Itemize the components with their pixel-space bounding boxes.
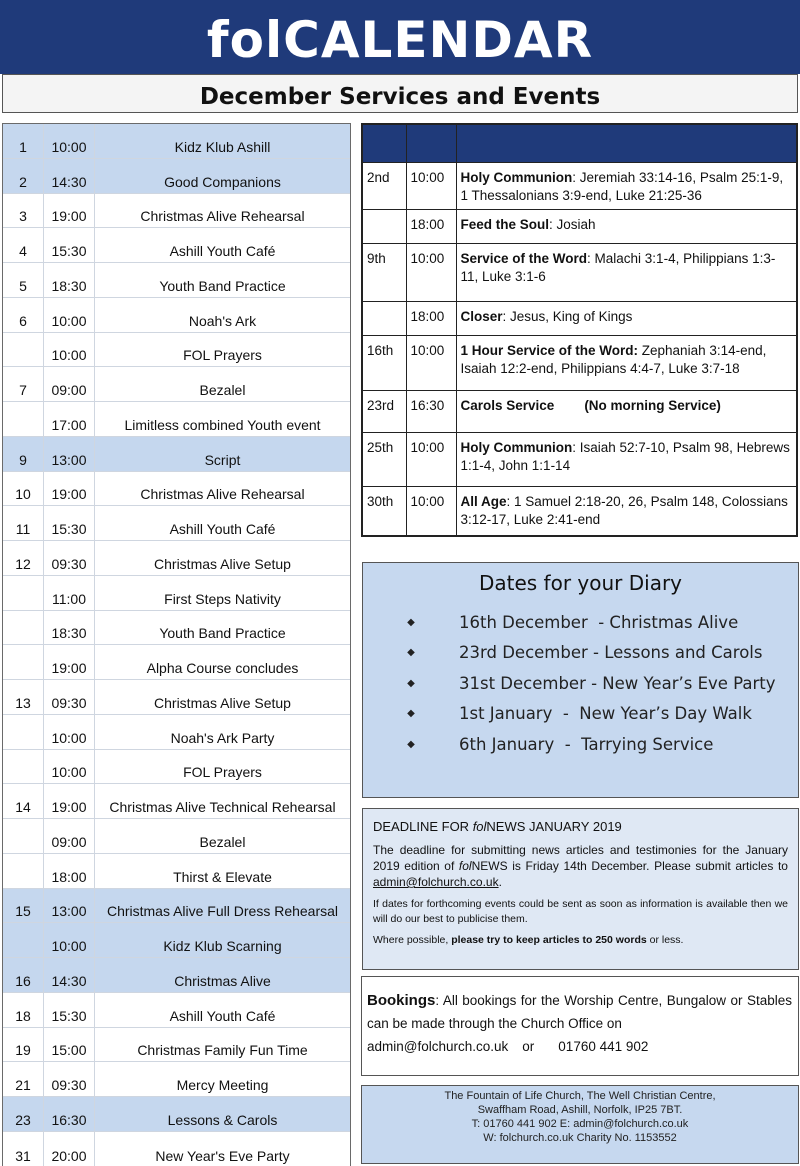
- event-day: 1: [3, 124, 44, 158]
- diary-item: [363, 668, 798, 699]
- service-time: 10:00: [406, 243, 456, 301]
- event-time: 10:00: [44, 923, 95, 957]
- event-name: First Steps Nativity: [164, 590, 281, 607]
- event-day: 2: [3, 159, 44, 193]
- event-row: [3, 263, 350, 298]
- event-name: Bezalel: [199, 382, 246, 398]
- bookings-or: or: [522, 1039, 535, 1054]
- deadline-text: NEWS is Friday 14th December. Please submit articles to: [471, 859, 788, 873]
- service-time: 16:30: [406, 390, 456, 432]
- deadline-text: .: [498, 875, 502, 889]
- events-table: [2, 123, 351, 1166]
- event-time: 15:30: [44, 506, 95, 540]
- event-name: FOL Prayers: [183, 347, 262, 364]
- diary-item-text: 16th December - Christmas Alive: [459, 612, 739, 632]
- event-time: 19:00: [44, 194, 95, 228]
- event-day: 5: [3, 263, 44, 297]
- services-table: [361, 123, 798, 537]
- service-time: 10:00: [406, 486, 456, 536]
- event-name: New Year's Eve Party: [155, 1147, 290, 1164]
- event-row: [3, 298, 350, 333]
- event-name: Alpha Course concludes: [146, 660, 299, 676]
- event-time: 10:00: [44, 298, 95, 332]
- event-day: 21: [3, 1062, 44, 1096]
- event-time: 09:30: [44, 1062, 95, 1096]
- deadline-text: Where possible,: [373, 934, 452, 946]
- deadline-title-post: NEWS JANUARY 2019: [486, 819, 622, 834]
- footer-line: Swaffham Road, Ashill, Norfolk, IP25 7BT.: [477, 1104, 683, 1116]
- service-readings: : Malachi 3:1-4, Philippians 1:3-11, Luke 3:1-6: [460, 250, 776, 284]
- event-row: [3, 367, 350, 402]
- services-header-cell: [362, 124, 406, 162]
- service-date: 25th: [362, 432, 406, 486]
- event-day: 7: [3, 367, 44, 401]
- diamond-bullet-icon: ◆: [407, 647, 415, 659]
- diary-item: [363, 729, 798, 760]
- event-name: Good Companions: [164, 173, 281, 190]
- diary-item: [363, 638, 798, 669]
- page-subheader: [2, 74, 798, 113]
- diary-item-text: 1st January - New Year’s Day Walk: [459, 704, 752, 724]
- deadline-box: [362, 808, 799, 970]
- event-day: 15: [3, 889, 44, 923]
- service-row: [362, 335, 797, 390]
- event-time: 15:30: [44, 228, 95, 262]
- service-title: 1 Hour Service of the Word:: [460, 342, 639, 358]
- event-day: 12: [3, 541, 44, 575]
- event-name: Youth Band Practice: [159, 277, 286, 294]
- service-row: [362, 432, 797, 486]
- service-time: 18:00: [406, 209, 456, 243]
- event-name: Christmas Alive Technical Rehearsal: [109, 799, 336, 815]
- event-name: Ashill Youth Café: [169, 521, 276, 537]
- event-row: [3, 437, 350, 472]
- event-day: [3, 333, 44, 367]
- event-day: [3, 854, 44, 888]
- event-name: Script: [204, 451, 241, 468]
- event-name: Ashill Youth Café: [169, 1007, 276, 1024]
- event-name: Christmas Family Fun Time: [137, 1042, 308, 1059]
- event-time: 15:30: [44, 993, 95, 1027]
- service-readings: : Jesus, King of Kings: [502, 308, 633, 324]
- event-time: 16:30: [44, 1097, 95, 1131]
- diary-item-text: 6th January - Tarrying Service: [459, 734, 714, 754]
- event-name: Noah's Ark: [188, 312, 257, 329]
- bookings-email[interactable]: admin@folchurch.co.uk: [367, 1039, 509, 1054]
- event-day: [3, 645, 44, 679]
- event-day: [3, 576, 44, 610]
- service-description: [456, 162, 797, 209]
- footer-line: T: 01760 441 902 E: admin@folchurch.co.uk: [471, 1118, 689, 1130]
- event-row: [3, 576, 350, 611]
- service-row: [362, 162, 797, 209]
- event-time: 18:00: [44, 854, 95, 888]
- event-row: [3, 680, 350, 715]
- event-name: Ashill Youth Café: [169, 243, 276, 259]
- event-row: [3, 993, 350, 1028]
- event-day: [3, 402, 44, 436]
- event-day: [3, 750, 44, 784]
- services-header-cell: [456, 124, 797, 162]
- service-description: [456, 209, 797, 243]
- event-day: 3: [3, 194, 44, 228]
- bookings-text: [367, 989, 792, 1035]
- service-title: Holy Communion: [460, 439, 573, 455]
- service-title: Carols Service (No morning Service): [460, 397, 721, 413]
- event-time: 19:00: [44, 784, 95, 818]
- service-description: [456, 432, 797, 486]
- service-row: [362, 209, 797, 243]
- event-row: [3, 124, 350, 159]
- service-title: All Age: [460, 493, 507, 509]
- service-row: [362, 243, 797, 301]
- service-title: Service of the Word: [460, 250, 588, 266]
- event-day: 14: [3, 784, 44, 818]
- event-name: Thirst & Elevate: [173, 868, 272, 885]
- event-row: [3, 958, 350, 993]
- event-time: 09:00: [44, 367, 95, 401]
- service-title: Holy Communion: [460, 169, 573, 185]
- event-name: Lessons & Carols: [167, 1111, 278, 1128]
- event-time: 14:30: [44, 958, 95, 992]
- event-time: 10:00: [44, 333, 95, 367]
- service-readings: : Isaiah 52:7-10, Psalm 98, Hebrews 1:1-4, John 1:1-14: [460, 439, 790, 473]
- bookings-phone[interactable]: 01760 441 902: [558, 1039, 649, 1054]
- page-subtitle: December Services and Events: [199, 84, 601, 110]
- service-row: [362, 486, 797, 536]
- event-time: 11:00: [44, 576, 95, 610]
- event-row: [3, 1062, 350, 1097]
- service-description: [456, 335, 797, 390]
- footer-line: The Fountain of Life Church, The Well Christian Centre,: [444, 1090, 716, 1102]
- event-time: 17:00: [44, 402, 95, 436]
- event-day: [3, 611, 44, 645]
- event-row: [3, 715, 350, 750]
- deadline-text-em: fol: [458, 859, 472, 873]
- event-row: [3, 854, 350, 889]
- event-time: 19:00: [44, 645, 95, 679]
- service-time: 18:00: [406, 301, 456, 335]
- bookings-box: [361, 976, 799, 1076]
- event-day: 16: [3, 958, 44, 992]
- event-day: [3, 819, 44, 853]
- services-header-cell: [406, 124, 456, 162]
- event-day: [3, 715, 44, 749]
- deadline-dates-note: If dates for forthcoming events could be sent as soon as information is available then we will do our best to publicise them.: [373, 898, 788, 925]
- event-row: [3, 923, 350, 958]
- event-row: [3, 1097, 350, 1132]
- diamond-bullet-icon: ◆: [407, 616, 415, 628]
- diary-item: [363, 699, 798, 730]
- event-time: 18:30: [44, 611, 95, 645]
- event-name: Christmas Alive Rehearsal: [140, 486, 305, 503]
- event-time: 13:00: [44, 889, 95, 923]
- event-name: Christmas Alive Setup: [154, 555, 291, 572]
- event-time: 20:00: [44, 1132, 95, 1166]
- service-readings: : Jeremiah 33:14-16, Psalm 25:1-9, 1 Thessalonians 3:9-end, Luke 21:25-36: [460, 169, 784, 203]
- event-row: [3, 541, 350, 576]
- service-date: 30th: [362, 486, 406, 536]
- deadline-text: The deadline for submitting news articles and testimonies for the January 2019 edition of: [373, 843, 788, 873]
- event-day: 9: [3, 437, 44, 471]
- event-name: Christmas Alive Setup: [154, 694, 291, 711]
- service-title: Feed the Soul: [460, 216, 550, 232]
- service-row: [362, 301, 797, 335]
- service-title: Closer: [460, 308, 503, 324]
- deadline-text-bold: please try to keep articles to 250 words: [451, 934, 647, 946]
- services-header-row: [362, 124, 797, 162]
- deadline-title-em: fol: [472, 819, 487, 834]
- event-time: 15:00: [44, 1028, 95, 1062]
- page-title: folCALENDAR: [206, 11, 594, 69]
- service-date: 23rd: [362, 390, 406, 432]
- event-time: 19:00: [44, 472, 95, 506]
- event-name: Limitless combined Youth event: [124, 416, 321, 433]
- event-name: Kidz Klub Ashill: [174, 138, 271, 155]
- deadline-title: [373, 819, 788, 834]
- event-day: 10: [3, 472, 44, 506]
- event-row: [3, 819, 350, 854]
- event-name: Mercy Meeting: [176, 1077, 269, 1093]
- event-name: Christmas Alive Full Dress Rehearsal: [106, 903, 339, 920]
- event-day: 4: [3, 228, 44, 262]
- event-time: 09:30: [44, 541, 95, 575]
- event-name: Noah's Ark Party: [170, 729, 275, 746]
- event-day: 18: [3, 993, 44, 1027]
- event-time: 13:00: [44, 437, 95, 471]
- service-description: [456, 390, 797, 432]
- service-date: [362, 301, 406, 335]
- service-readings: Zephaniah 3:14-end, Isaiah 12:2-end, Philippians 4:4-7, Luke 3:7-18: [460, 342, 767, 376]
- diary-box: [362, 562, 799, 798]
- event-row: [3, 1028, 350, 1063]
- event-time: 09:00: [44, 819, 95, 853]
- service-description: [456, 301, 797, 335]
- diary-item-text: 23rd December - Lessons and Carols: [459, 643, 763, 663]
- event-time: 14:30: [44, 159, 95, 193]
- event-day: [3, 923, 44, 957]
- service-description: [456, 243, 797, 301]
- event-name: FOL Prayers: [183, 764, 262, 781]
- event-day: 31: [3, 1132, 44, 1166]
- event-row: [3, 333, 350, 368]
- event-name: Youth Band Practice: [159, 625, 286, 642]
- event-time: 10:00: [44, 750, 95, 784]
- event-row: [3, 159, 350, 194]
- diamond-bullet-icon: ◆: [407, 677, 415, 689]
- event-row: [3, 228, 350, 263]
- event-time: 10:00: [44, 124, 95, 158]
- event-day: 23: [3, 1097, 44, 1131]
- event-time: 18:30: [44, 263, 95, 297]
- service-date: 16th: [362, 335, 406, 390]
- event-row: [3, 750, 350, 785]
- service-readings: : 1 Samuel 2:18-20, 26, Psalm 148, Colossians 3:12-17, Luke 2:41-end: [460, 493, 788, 527]
- diary-title: Dates for your Diary: [478, 571, 683, 595]
- event-row: [3, 645, 350, 680]
- service-time: 10:00: [406, 162, 456, 209]
- event-row: [3, 402, 350, 437]
- event-row: [3, 784, 350, 819]
- event-day: 11: [3, 506, 44, 540]
- diary-item-text: 31st December - New Year’s Eve Party: [459, 673, 776, 693]
- service-date: 9th: [362, 243, 406, 301]
- bookings-label: Bookings: [367, 992, 436, 1009]
- footer-line: W: folchurch.co.uk Charity No. 1153552: [483, 1132, 677, 1144]
- diary-list: [363, 607, 798, 760]
- event-row: [3, 1132, 350, 1166]
- bookings-description: : All bookings for the Worship Centre, Bungalow or Stables can be made through the Church Office on: [367, 993, 792, 1031]
- deadline-paragraph: [373, 842, 788, 890]
- bookings-contact: [367, 1035, 792, 1058]
- event-day: 6: [3, 298, 44, 332]
- event-name: Bezalel: [199, 833, 246, 850]
- event-time: 09:30: [44, 680, 95, 714]
- event-row: [3, 506, 350, 541]
- event-row: [3, 194, 350, 229]
- event-row: [3, 611, 350, 646]
- event-day: 13: [3, 680, 44, 714]
- event-day: 19: [3, 1028, 44, 1062]
- diamond-bullet-icon: ◆: [407, 708, 415, 720]
- event-name: Kidz Klub Scarning: [163, 938, 282, 954]
- event-time: 10:00: [44, 715, 95, 749]
- deadline-text: or less.: [646, 934, 684, 946]
- service-time: 10:00: [406, 335, 456, 390]
- deadline-email-link[interactable]: admin@folchurch.co.uk: [373, 875, 499, 889]
- deadline-title-pre: DEADLINE FOR: [373, 819, 473, 834]
- event-row: [3, 889, 350, 924]
- event-row: [3, 472, 350, 507]
- service-readings: : Josiah: [549, 216, 596, 232]
- diamond-bullet-icon: ◆: [407, 738, 415, 750]
- service-time: 10:00: [406, 432, 456, 486]
- service-description: [456, 486, 797, 536]
- service-date: 2nd: [362, 162, 406, 209]
- service-row: [362, 390, 797, 432]
- deadline-words-note: [373, 933, 788, 948]
- page-header: [0, 0, 800, 74]
- service-date: [362, 209, 406, 243]
- event-name: Christmas Alive: [174, 972, 271, 989]
- event-name: Christmas Alive Rehearsal: [140, 208, 305, 225]
- footer-box: [361, 1085, 799, 1164]
- diary-item: [363, 607, 798, 638]
